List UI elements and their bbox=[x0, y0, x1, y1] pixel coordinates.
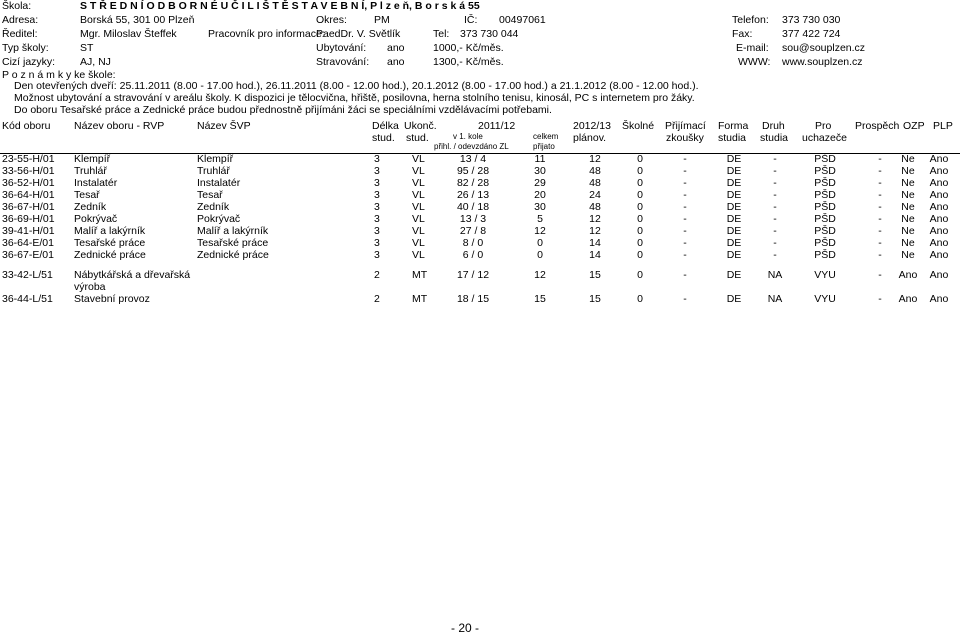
cell-nazev-rvp: Tesař bbox=[74, 189, 100, 201]
cell-skolne: 0 bbox=[637, 249, 643, 261]
col-v1kole: v 1. kole bbox=[453, 132, 483, 141]
cell-druh: - bbox=[773, 225, 777, 237]
col-plp: PLP bbox=[933, 120, 953, 132]
cell-nazev-rvp: Pokrývač bbox=[74, 213, 118, 225]
cell-skolne: 0 bbox=[637, 225, 643, 237]
cell-kod: 39-41-H/01 bbox=[2, 225, 55, 237]
school-name: S T Ř E D N Í O D B O R N É U Č I L I Š T Ě S T A V E B N Í, P l z e ň, B o r s k á 55 bbox=[80, 0, 480, 12]
cell-nazev-rvp: Klempíř bbox=[74, 153, 111, 165]
cell-nazev-svp: Truhlář bbox=[197, 165, 230, 177]
cell-nazev-rvp: Truhlář bbox=[74, 165, 107, 177]
cell-prihlasky: 18 / 15 bbox=[456, 293, 490, 305]
cell-pro: PŠD bbox=[814, 189, 836, 201]
cell-prihlasky: 8 / 0 bbox=[462, 237, 484, 249]
cell-ukonc: VL bbox=[412, 225, 425, 237]
cell-plp: Ano bbox=[929, 165, 949, 177]
cell-prospech: - bbox=[878, 189, 882, 201]
col-zkousky: zkoušky bbox=[666, 132, 704, 144]
languages-value: AJ, NJ bbox=[80, 56, 111, 68]
fax-value: 377 422 724 bbox=[782, 28, 841, 40]
cell-nazev-svp: Pokrývač bbox=[197, 213, 241, 225]
cell-ukonc: MT bbox=[412, 293, 428, 305]
cell-prijimaci: - bbox=[683, 293, 687, 305]
cell-forma: DE bbox=[726, 225, 742, 237]
cell-druh: - bbox=[773, 189, 777, 201]
cell-prospech: - bbox=[878, 201, 882, 213]
cell-prijimaci: - bbox=[683, 237, 687, 249]
district-label: Okres: bbox=[316, 14, 347, 26]
cell-ozp: Ne bbox=[901, 177, 915, 189]
cell-nazev-svp: Malíř a lakýrník bbox=[197, 225, 269, 237]
col-kod: Kód oboru bbox=[2, 120, 51, 132]
cell-prijimaci: - bbox=[683, 225, 687, 237]
notes-heading: P o z n á m k y ke škole: bbox=[2, 69, 116, 81]
cell-ukonc: VL bbox=[412, 237, 425, 249]
director-value: Mgr. Miloslav Šteffek bbox=[80, 28, 177, 40]
cell-forma: DE bbox=[726, 153, 742, 165]
cell-prijato: 11 bbox=[534, 153, 546, 165]
cell-skolne: 0 bbox=[637, 177, 643, 189]
col-nazev-rvp: Název oboru - RVP bbox=[74, 120, 165, 132]
col-druh: Druh bbox=[762, 120, 785, 132]
cell-prijimaci: - bbox=[683, 165, 687, 177]
cell-plp: Ano bbox=[929, 249, 949, 261]
cell-planovano: 48 bbox=[589, 177, 601, 189]
cell-druh: - bbox=[773, 165, 777, 177]
col-ukonc-2: stud. bbox=[406, 132, 429, 144]
cell-skolne: 0 bbox=[637, 237, 643, 249]
cell-nazev-svp: Instalatér bbox=[197, 177, 241, 189]
cell-delka: 2 bbox=[374, 293, 380, 305]
cell-forma: DE bbox=[726, 213, 742, 225]
cell-planovano: 14 bbox=[589, 237, 601, 249]
meals-price: 1300,- Kč/měs. bbox=[433, 56, 504, 68]
cell-ozp: Ne bbox=[901, 165, 915, 177]
type-label: Typ školy: bbox=[2, 42, 49, 54]
cell-delka: 3 bbox=[374, 165, 380, 177]
col-prijimaci: Přijímací bbox=[665, 120, 706, 132]
cell-prihlasky: 17 / 12 bbox=[456, 269, 490, 281]
cell-prospech: - bbox=[878, 249, 882, 261]
cell-plp: Ano bbox=[929, 213, 949, 225]
cell-ozp: Ne bbox=[901, 249, 915, 261]
tel-label: Tel: bbox=[433, 28, 450, 40]
notes-line-3: Do oboru Tesařské práce a Zednické práce budou přednostně přijímáni žáci se speciálními vzdělávacími potřebami. bbox=[14, 104, 552, 116]
cell-delka: 3 bbox=[374, 153, 380, 165]
cell-pro: PŠD bbox=[814, 225, 836, 237]
cell-plp: Ano bbox=[929, 201, 949, 213]
cell-pro: PŠD bbox=[814, 165, 836, 177]
phone-value: 373 730 030 bbox=[782, 14, 841, 26]
cell-planovano: 24 bbox=[589, 189, 601, 201]
cell-forma: DE bbox=[726, 293, 742, 305]
cell-pro: PŠD bbox=[814, 237, 836, 249]
cell-pro: PŠD bbox=[814, 249, 836, 261]
cell-prijimaci: - bbox=[683, 269, 687, 281]
housing-value: ano bbox=[387, 42, 405, 54]
district-value: PM bbox=[374, 14, 390, 26]
cell-prihlasky: 82 / 28 bbox=[456, 177, 490, 189]
cell-skolne: 0 bbox=[637, 165, 643, 177]
col-skolne: Školné bbox=[622, 120, 655, 132]
cell-prihlasky: 27 / 8 bbox=[459, 225, 487, 237]
languages-label: Cizí jazyky: bbox=[2, 56, 56, 68]
cell-ukonc: VL bbox=[412, 177, 425, 189]
cell-ozp: Ne bbox=[901, 237, 915, 249]
cell-nazev-svp: Tesařské práce bbox=[197, 237, 269, 249]
address-label: Adresa: bbox=[2, 14, 39, 26]
col-forma-2: studia bbox=[718, 132, 747, 144]
cell-druh: - bbox=[773, 237, 777, 249]
cell-nazev-rvp: Zednické práce bbox=[74, 249, 146, 261]
cell-delka: 2 bbox=[374, 269, 380, 281]
cell-skolne: 0 bbox=[637, 201, 643, 213]
cell-prihlasky: 95 / 28 bbox=[456, 165, 490, 177]
cell-prijato: 12 bbox=[534, 269, 546, 281]
cell-forma: DE bbox=[726, 201, 742, 213]
col-delka-2: stud. bbox=[372, 132, 395, 144]
cell-prijato: 30 bbox=[534, 165, 546, 177]
tel-value: 373 730 044 bbox=[460, 28, 519, 40]
cell-prijato: 0 bbox=[537, 237, 543, 249]
cell-plp: Ano bbox=[929, 225, 949, 237]
cell-kod: 36-69-H/01 bbox=[2, 213, 55, 225]
office-person: PaedDr. V. Světlík bbox=[316, 28, 401, 40]
cell-kod: 36-67-E/01 bbox=[2, 249, 54, 261]
cell-skolne: 0 bbox=[637, 213, 643, 225]
cell-ozp: Ne bbox=[901, 153, 915, 165]
cell-druh: - bbox=[773, 153, 777, 165]
cell-prospech: - bbox=[878, 237, 882, 249]
cell-prijato: 29 bbox=[534, 177, 546, 189]
cell-prijimaci: - bbox=[683, 177, 687, 189]
cell-druh: - bbox=[773, 177, 777, 189]
cell-skolne: 0 bbox=[637, 153, 643, 165]
cell-ozp: Ne bbox=[901, 189, 915, 201]
cell-prospech: - bbox=[878, 153, 882, 165]
cell-ozp: Ne bbox=[901, 201, 915, 213]
cell-druh: - bbox=[773, 201, 777, 213]
cell-prijimaci: - bbox=[683, 213, 687, 225]
cell-ukonc: VL bbox=[412, 213, 425, 225]
cell-ukonc: VL bbox=[412, 153, 425, 165]
cell-prijimaci: - bbox=[683, 249, 687, 261]
housing-price: 1000,- Kč/měs. bbox=[433, 42, 504, 54]
col-delka: Délka bbox=[372, 120, 399, 132]
cell-ozp: Ne bbox=[901, 213, 915, 225]
cell-delka: 3 bbox=[374, 201, 380, 213]
cell-kod: 33-56-H/01 bbox=[2, 165, 55, 177]
cell-ozp: Ano bbox=[898, 293, 918, 305]
cell-plp: Ano bbox=[929, 269, 949, 281]
cell-planovano: 12 bbox=[589, 153, 601, 165]
cell-forma: DE bbox=[726, 269, 742, 281]
col-ozp: OZP bbox=[903, 120, 925, 132]
ico-value: 00497061 bbox=[499, 14, 546, 26]
cell-kod: 23-55-H/01 bbox=[2, 153, 55, 165]
cell-nazev-rvp: Zedník bbox=[74, 201, 107, 213]
cell-skolne: 0 bbox=[637, 269, 643, 281]
cell-prijato: 30 bbox=[534, 201, 546, 213]
cell-nazev-rvp: Instalatér bbox=[74, 177, 118, 189]
cell-prospech: - bbox=[878, 177, 882, 189]
cell-forma: DE bbox=[726, 177, 742, 189]
cell-kod: 36-67-H/01 bbox=[2, 201, 55, 213]
col-celkem: celkem bbox=[533, 132, 559, 141]
meals-value: ano bbox=[387, 56, 405, 68]
cell-prijimaci: - bbox=[683, 189, 687, 201]
col-2012: 2012/13 bbox=[573, 120, 611, 132]
cell-druh: NA bbox=[767, 293, 783, 305]
cell-planovano: 15 bbox=[589, 269, 601, 281]
notes-line-2: Možnost ubytování a stravování v areálu školy. K dispozici je tělocvična, hřiště, posilovna, herna stolního tenisu, kinosál, PC s internetem pro žáky. bbox=[14, 92, 695, 104]
cell-forma: DE bbox=[726, 165, 742, 177]
cell-nazev-svp: Zedník bbox=[197, 201, 230, 213]
col-2012-plan: plánov. bbox=[573, 132, 607, 144]
cell-druh: NA bbox=[767, 269, 783, 281]
cell-nazev-rvp: Nábytkářská a dřevařská bbox=[74, 269, 191, 281]
cell-prihlasky: 40 / 18 bbox=[456, 201, 490, 213]
col-ukonc: Ukonč. bbox=[404, 120, 437, 132]
cell-kod: 36-64-E/01 bbox=[2, 237, 54, 249]
cell-prijato: 0 bbox=[537, 249, 543, 261]
cell-nazev-rvp: Malíř a lakýrník bbox=[74, 225, 146, 237]
col-pro-2: uchazeče bbox=[802, 132, 847, 144]
row-extra-line: výroba bbox=[74, 281, 106, 293]
type-value: ST bbox=[80, 42, 94, 54]
housing-label: Ubytování: bbox=[316, 42, 367, 54]
cell-pro: PŠD bbox=[814, 201, 836, 213]
cell-kod: 36-64-H/01 bbox=[2, 189, 55, 201]
cell-prospech: - bbox=[878, 213, 882, 225]
meals-label: Stravování: bbox=[316, 56, 370, 68]
cell-planovano: 12 bbox=[589, 225, 601, 237]
cell-prospech: - bbox=[878, 165, 882, 177]
cell-forma: DE bbox=[726, 189, 742, 201]
office-label: Pracovník pro informace: bbox=[208, 28, 325, 40]
cell-ukonc: VL bbox=[412, 189, 425, 201]
cell-skolne: 0 bbox=[637, 189, 643, 201]
cell-forma: DE bbox=[726, 249, 742, 261]
cell-nazev-rvp: Tesařské práce bbox=[74, 237, 146, 249]
cell-plp: Ano bbox=[929, 237, 949, 249]
cell-prospech: - bbox=[878, 293, 882, 305]
cell-pro: VYU bbox=[814, 269, 836, 281]
cell-druh: - bbox=[773, 249, 777, 261]
notes-line-1: Den otevřených dveří: 25.11.2011 (8.00 - 17.00 hod.), 26.11.2011 (8.00 - 12.00 hod.), 20.1.2012 (8.00 - 17.00 hod.) a 21.1.2012 (8.00 - 12.00 hod.). bbox=[14, 80, 699, 92]
cell-prijato: 20 bbox=[534, 189, 546, 201]
cell-nazev-rvp: Stavební provoz bbox=[74, 293, 150, 305]
cell-delka: 3 bbox=[374, 177, 380, 189]
fax-label: Fax: bbox=[732, 28, 753, 40]
cell-plp: Ano bbox=[929, 293, 949, 305]
cell-ukonc: VL bbox=[412, 165, 425, 177]
cell-delka: 3 bbox=[374, 237, 380, 249]
cell-ozp: Ano bbox=[898, 269, 918, 281]
cell-pro: PŠD bbox=[814, 177, 836, 189]
col-prijato: přijato bbox=[533, 142, 555, 151]
cell-prospech: - bbox=[878, 225, 882, 237]
cell-skolne: 0 bbox=[637, 293, 643, 305]
cell-nazev-svp: Tesař bbox=[197, 189, 223, 201]
cell-kod: 36-44-L/51 bbox=[2, 293, 53, 305]
page-number: - 20 - bbox=[451, 621, 480, 635]
www-label: WWW: bbox=[738, 56, 771, 68]
cell-pro: PŠD bbox=[814, 213, 836, 225]
cell-planovano: 15 bbox=[589, 293, 601, 305]
cell-plp: Ano bbox=[929, 189, 949, 201]
cell-prijato: 12 bbox=[534, 225, 546, 237]
cell-delka: 3 bbox=[374, 189, 380, 201]
phone-label: Telefon: bbox=[732, 14, 769, 26]
cell-druh: - bbox=[773, 213, 777, 225]
col-prospech: Prospěch bbox=[855, 120, 900, 132]
cell-delka: 3 bbox=[374, 213, 380, 225]
ico-label: IČ: bbox=[464, 14, 478, 26]
cell-prihlasky: 26 / 13 bbox=[456, 189, 490, 201]
cell-ukonc: VL bbox=[412, 249, 425, 261]
col-forma: Forma bbox=[718, 120, 749, 132]
cell-planovano: 12 bbox=[589, 213, 601, 225]
cell-delka: 3 bbox=[374, 225, 380, 237]
cell-pro: PŠD bbox=[814, 153, 836, 165]
cell-nazev-svp: Zednické práce bbox=[197, 249, 269, 261]
cell-prihlasky: 6 / 0 bbox=[462, 249, 484, 261]
www-value[interactable]: www.souplzen.cz bbox=[782, 56, 863, 68]
cell-kod: 36-52-H/01 bbox=[2, 177, 55, 189]
col-pro: Pro bbox=[815, 120, 832, 132]
cell-prijimaci: - bbox=[683, 201, 687, 213]
email-label: E-mail: bbox=[736, 42, 769, 54]
col-druh-2: studia bbox=[760, 132, 789, 144]
cell-prihlasky: 13 / 3 bbox=[459, 213, 487, 225]
cell-plp: Ano bbox=[929, 177, 949, 189]
cell-nazev-svp: Klempíř bbox=[197, 153, 234, 165]
cell-planovano: 14 bbox=[589, 249, 601, 261]
cell-ozp: Ne bbox=[901, 225, 915, 237]
cell-delka: 3 bbox=[374, 249, 380, 261]
cell-prihlasky: 13 / 4 bbox=[459, 153, 487, 165]
address-value: Borská 55, 301 00 Plzeň bbox=[80, 14, 195, 26]
cell-plp: Ano bbox=[929, 153, 949, 165]
director-label: Ředitel: bbox=[2, 28, 38, 40]
cell-prospech: - bbox=[878, 269, 882, 281]
cell-forma: DE bbox=[726, 237, 742, 249]
school-label: Škola: bbox=[2, 0, 32, 12]
email-value[interactable]: sou@souplzen.cz bbox=[782, 42, 866, 54]
col-2011: 2011/12 bbox=[478, 120, 516, 132]
cell-prijimaci: - bbox=[683, 153, 687, 165]
col-nazev-svp: Název ŠVP bbox=[197, 120, 251, 132]
cell-planovano: 48 bbox=[589, 165, 601, 177]
cell-pro: VYU bbox=[814, 293, 836, 305]
cell-ukonc: MT bbox=[412, 269, 428, 281]
cell-prijato: 15 bbox=[534, 293, 546, 305]
cell-prijato: 5 bbox=[537, 213, 543, 225]
cell-ukonc: VL bbox=[412, 201, 425, 213]
col-prihl: přihl. / odevzdáno ZL bbox=[434, 142, 509, 151]
cell-kod: 33-42-L/51 bbox=[2, 269, 53, 281]
cell-planovano: 48 bbox=[589, 201, 601, 213]
